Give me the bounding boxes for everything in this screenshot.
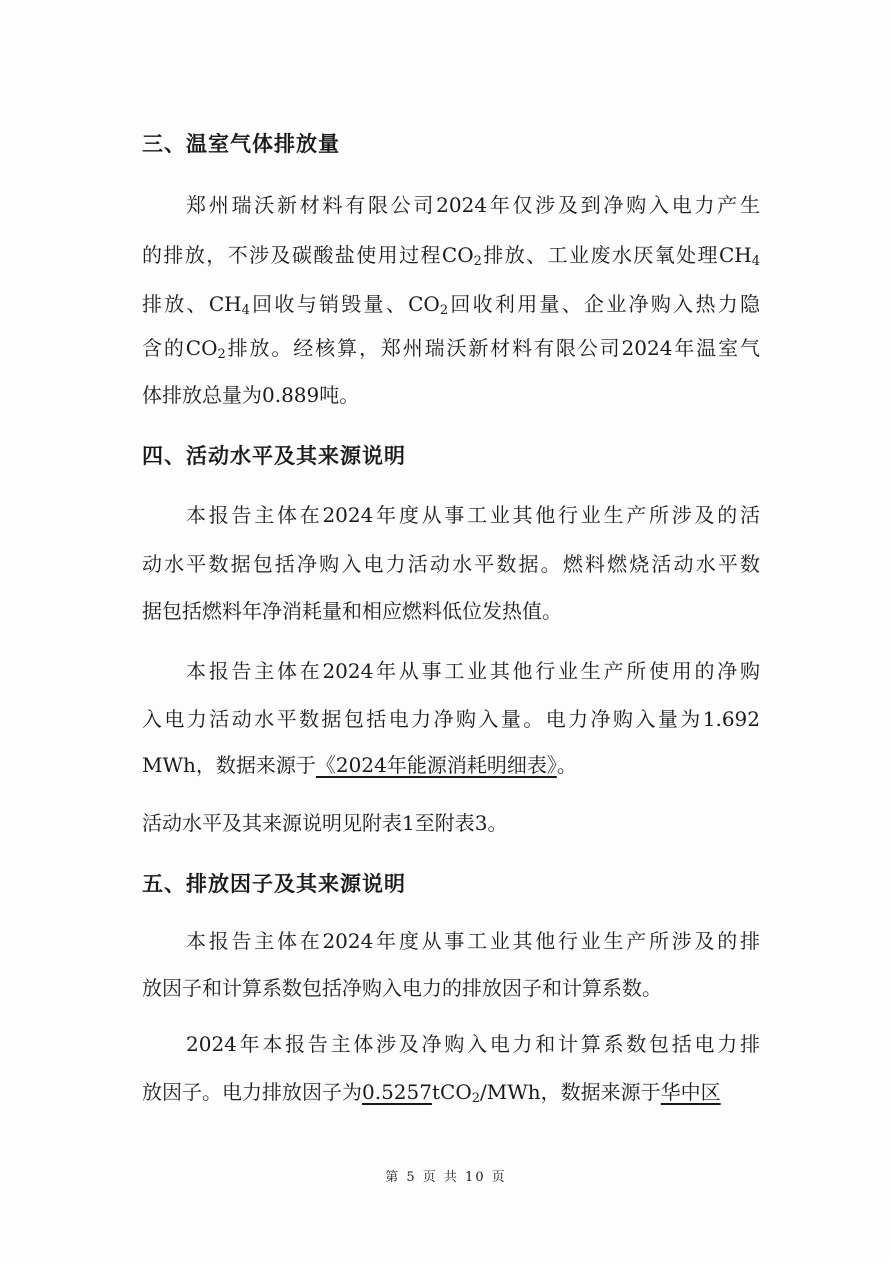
page-number-footer: 第 5 页 共 10 页 [385,1170,507,1185]
text-line: MWh，数据来源于《2024年能源消耗明细表》。 [142,753,577,777]
region-grid-reference: 华中区 [660,1080,721,1104]
text-line: 体排放总量为0.889吨。 [142,383,360,407]
text-line: 入电力活动水平数据包括电力净购入量。电力净购入量为1.692 [142,707,760,731]
text-line: 动水平数据包括净购入电力活动水平数据。燃料燃烧活动水平数 [142,552,760,576]
text-line: 放因子。电力排放因子为0.5257tCO$_2$/MWh，数据来源于华中区 [142,1080,721,1106]
text-line: 本报告主体在2024年度从事工业其他行业生产所涉及的排 [186,929,760,953]
text-line: 据包括燃料年净消耗量和相应燃料低位发热值。 [142,599,562,623]
text-line: 的排放，不涉及碳酸盐使用过程$CO_2$排放、工业废水厌氧处理$CH_4$ [142,243,761,269]
section-5-heading: 五、排放因子及其来源说明 [142,872,406,896]
text-line: 含的$CO_2$排放。经核算，郑州瑞沃新材料有限公司2024年温室气 [142,336,760,362]
appendix-reference: 活动水平及其来源说明见附表1至附表3。 [142,811,508,835]
text-line: 排放、$CH_4$回收与销毁量、$CO_2$回收利用量、企业净购入热力隐 [142,292,761,318]
text-line: 郑州瑞沃新材料有限公司2024年仅涉及到净购入电力产生 [186,193,760,217]
text-line: 本报告主体在2024年从事工业其他行业生产所使用的净购 [186,659,760,683]
section-4-heading: 四、活动水平及其来源说明 [142,444,406,468]
text-line: 放因子和计算系数包括净购入电力的排放因子和计算系数。 [142,976,662,1000]
source-document-reference: 《2024年能源消耗明细表》 [315,753,557,777]
emission-factor-value: 0.5257 [362,1080,432,1104]
section-3-heading: 三、温室气体排放量 [142,132,340,156]
text-line: 2024年本报告主体涉及净购入电力和计算系数包括电力排 [186,1032,760,1056]
text-line: 本报告主体在2024年度从事工业其他行业生产所涉及的活 [186,503,760,527]
